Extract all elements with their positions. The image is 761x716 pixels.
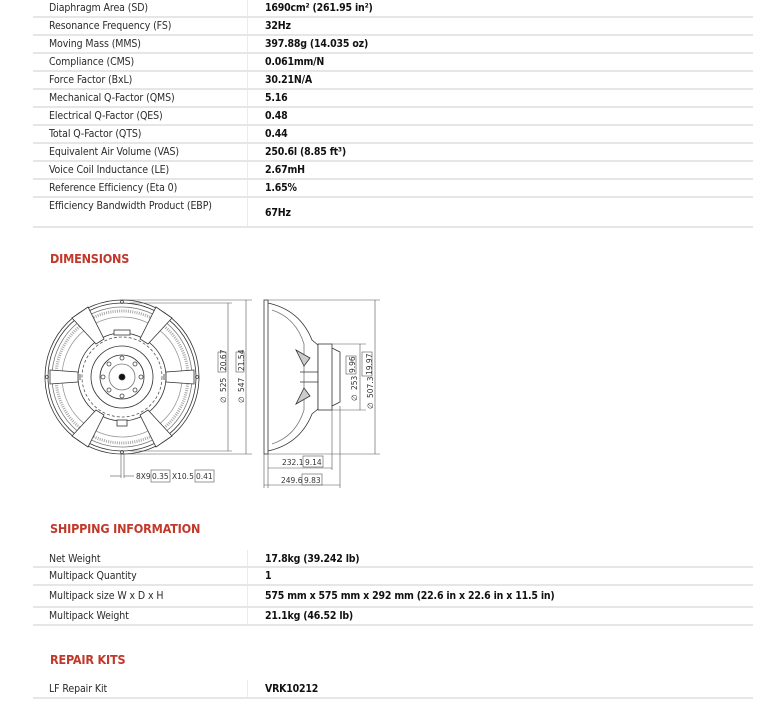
dimensions-heading: DIMENSIONS	[50, 251, 130, 266]
parameters-table	[33, 0, 753, 228]
diameter-symbol: ∅	[237, 396, 246, 403]
table-row	[33, 180, 753, 198]
param-value: 0.061mm/N	[265, 56, 325, 68]
dim-d3-in: 9.96	[348, 356, 357, 373]
shipping-table	[33, 550, 753, 626]
dim-holes-x-in: 0.41	[196, 472, 213, 481]
param-value: 397.88g (14.035 oz)	[265, 38, 369, 50]
shipping-label: Multipack Weight	[33, 608, 248, 624]
param-value: 2.67mH	[265, 164, 305, 176]
shipping-label: Multipack size W x D x H	[33, 586, 248, 606]
dim-depth2-mm: 249.6	[281, 476, 303, 485]
dim-holes-x: X10.5	[172, 472, 194, 481]
param-value: 32Hz	[265, 20, 291, 32]
param-label: Mechanical Q-Factor (QMS)	[33, 90, 248, 106]
dim-holes-count: 8X9	[136, 472, 151, 481]
param-label: Total Q-Factor (QTS)	[33, 126, 248, 142]
table-row	[33, 18, 753, 36]
param-label: Efficiency Bandwidth Product (EBP)	[33, 198, 248, 226]
repair-kits-heading: REPAIR KITS	[50, 652, 126, 667]
param-label: Reference Efficiency (Eta 0)	[33, 180, 248, 196]
table-row	[33, 680, 753, 699]
param-value: 30.21N/A	[265, 74, 312, 86]
param-value: 5.16	[265, 92, 288, 104]
param-label: Equivalent Air Volume (VAS)	[33, 144, 248, 160]
table-row	[33, 54, 753, 72]
table-row	[33, 162, 753, 180]
param-label: Compliance (CMS)	[33, 54, 248, 70]
dim-d1-mm: 525	[219, 377, 228, 392]
diameter-symbol: ∅	[366, 402, 375, 409]
table-row	[33, 144, 753, 162]
table-row	[33, 36, 753, 54]
param-label: Electrical Q-Factor (QES)	[33, 108, 248, 124]
dim-d1-in: 20.67	[219, 349, 228, 371]
dim-depth2-in: 9.83	[304, 476, 321, 485]
repair-kits-table	[33, 680, 753, 699]
param-label: Diaphragm Area (SD)	[33, 0, 248, 16]
speaker-side-view	[264, 300, 340, 454]
shipping-label: Net Weight	[33, 550, 248, 566]
table-row	[33, 72, 753, 90]
diameter-symbol: ∅	[219, 396, 228, 403]
param-label: Resonance Frequency (FS)	[33, 18, 248, 34]
shipping-value: 17.8kg (39.242 lb)	[265, 553, 360, 565]
diameter-symbol: ∅	[350, 394, 359, 401]
shipping-heading: SHIPPING INFORMATION	[50, 521, 201, 536]
dim-d4-in: 19.97	[365, 353, 374, 375]
shipping-label: Multipack Quantity	[33, 568, 248, 584]
dim-depth1-in: 9.14	[305, 458, 322, 467]
param-value: 0.48	[265, 110, 288, 122]
param-value: 67Hz	[265, 207, 291, 219]
dim-d4-mm: 507.3	[366, 376, 375, 398]
param-value: 1.65%	[265, 182, 297, 194]
table-row	[33, 608, 753, 626]
shipping-value: 575 mm x 575 mm x 292 mm (22.6 in x 22.6 in x 11.5 in)	[265, 590, 555, 602]
table-row	[33, 586, 753, 608]
table-row	[33, 108, 753, 126]
dim-d2-in: 21.54	[237, 349, 246, 371]
shipping-value: 21.1kg (46.52 lb)	[265, 610, 354, 622]
param-value: 250.6l (8.85 ft³)	[265, 146, 346, 158]
table-row	[33, 0, 753, 18]
repair-value: VRK10212	[265, 683, 319, 695]
dim-d3-mm: 253	[350, 375, 359, 390]
param-label: Moving Mass (MMS)	[33, 36, 248, 52]
param-label: Voice Coil Inductance (LE)	[33, 162, 248, 178]
dim-d2-mm: 547	[237, 377, 246, 392]
table-row	[33, 90, 753, 108]
param-value: 1690cm² (261.95 in²)	[265, 2, 373, 14]
dimensions-drawing	[0, 280, 400, 500]
param-label: Force Factor (BxL)	[33, 72, 248, 88]
repair-label: LF Repair Kit	[33, 680, 248, 697]
dim-depth1-mm: 232.1	[282, 458, 304, 467]
table-row	[33, 126, 753, 144]
param-value: 0.44	[265, 128, 288, 140]
dim-holes-in: 0.35	[152, 472, 169, 481]
speaker-front-view	[45, 300, 199, 454]
shipping-value: 1	[265, 570, 272, 582]
table-row	[33, 568, 753, 586]
table-row	[33, 550, 753, 568]
table-row	[33, 198, 753, 228]
